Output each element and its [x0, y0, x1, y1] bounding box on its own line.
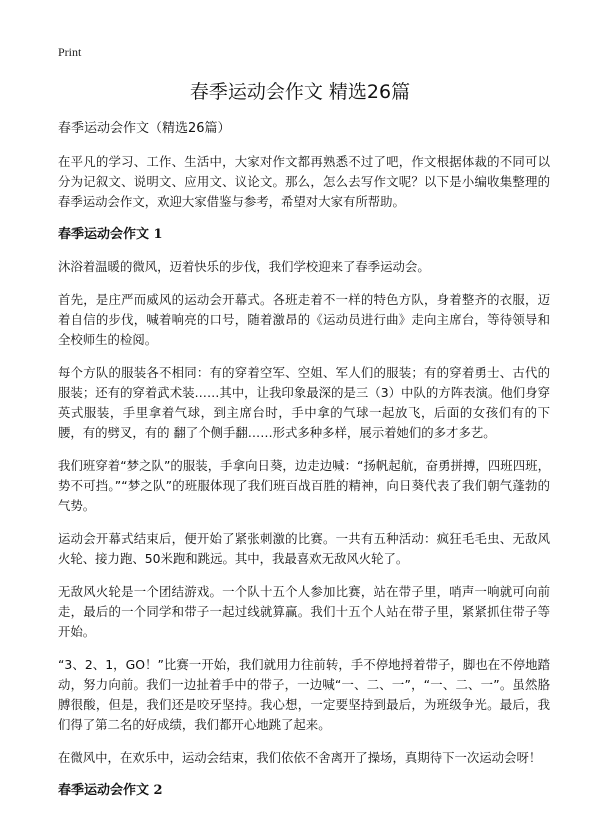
paragraph: “3、2、1，GO！”比赛一开始，我们就用力往前转，手不停地捋着带子，脚也在不停地踏动，努力向前。我们一边扯着手中的带子，一边喊“一、二、一”，“一、二、一”。虽然胳膊很酸，但是，我们还是咬牙坚持。我心想，一定要坚持到最后，为班级争光。最后，我们得了第二名的好成绩，我们都开心地跳了起来。 [58, 657, 550, 732]
section-heading-2: 春季运动会作文 2 [58, 783, 163, 798]
intro-paragraph: 在平凡的学习、工作、生活中，大家对作文都再熟悉不过了吧，作文根据体裁的不同可以分为记叙文、说明文、应用文、议论文。那么，怎么去写作文呢？以下是小编收集整理的春季运动会作文，欢迎大家借鉴与参考，希望对大家有所帮助。 [58, 154, 550, 209]
paragraph: 沐浴着温暖的微风，迈着快乐的步伐，我们学校迎来了春季运动会。 [58, 259, 430, 274]
page-title: 春季运动会作文 精选26篇 [189, 81, 411, 103]
paragraph: 首先，是庄严而威风的运动会开幕式。各班走着不一样的特色方队，身着整齐的衣服，迈着自信的步伐，喊着响亮的口号，随着激昂的《运动员进行曲》走向主席台，等待领导和全校师生的检阅。 [58, 292, 550, 347]
section-heading-1: 春季运动会作文 1 [58, 227, 163, 242]
article-body [58, 119, 550, 813]
paragraph: 无敌风火轮是一个团结游戏。一个队十五个人参加比赛，站在带子里，哨声一响就可向前走，最后的一个同学和带子一起过线就算赢。我们十五个人站在带子里，紧紧抓住带子等开始。 [58, 584, 550, 639]
paragraph: 在微风中，在欢乐中，运动会结束，我们依依不舍离开了操场，真期待下一次运动会呀！ [58, 750, 542, 765]
paragraph: 每个方队的服装各不相同：有的穿着空军、空姐、军人们的服装；有的穿着勇士、古代的服装；还有的穿着武术装……其中，让我印象最深的是三（3）中队的方阵表演。他们身穿英式服装，手里拿着气球，到主席台时，手中拿的气球一起放飞，后面的女孩们有的下腰，有的劈叉，有的 翻了个侧手翻……形式多种多样，展示着她们的多才多艺。 [58, 365, 550, 440]
article-subtitle: 春季运动会作文（精选26篇） [58, 121, 231, 136]
paragraph: 我们班穿着“梦之队”的服装，手拿向日葵，边走边喊：“扬帆起航，奋勇拼搏，四班四班，势不可挡。”“梦之队”的班服体现了我们班百战百胜的精神，向日葵代表了我们朝气蓬勃的气势。 [58, 458, 550, 513]
print-link[interactable]: Print [58, 45, 82, 59]
paragraph: 运动会开幕式结束后，便开始了紧张刺激的比赛。一共有五种活动：疯狂毛毛虫、无敌风火轮、接力跑、50米跑和跳远。其中，我最喜欢无敌风火轮了。 [58, 531, 550, 566]
